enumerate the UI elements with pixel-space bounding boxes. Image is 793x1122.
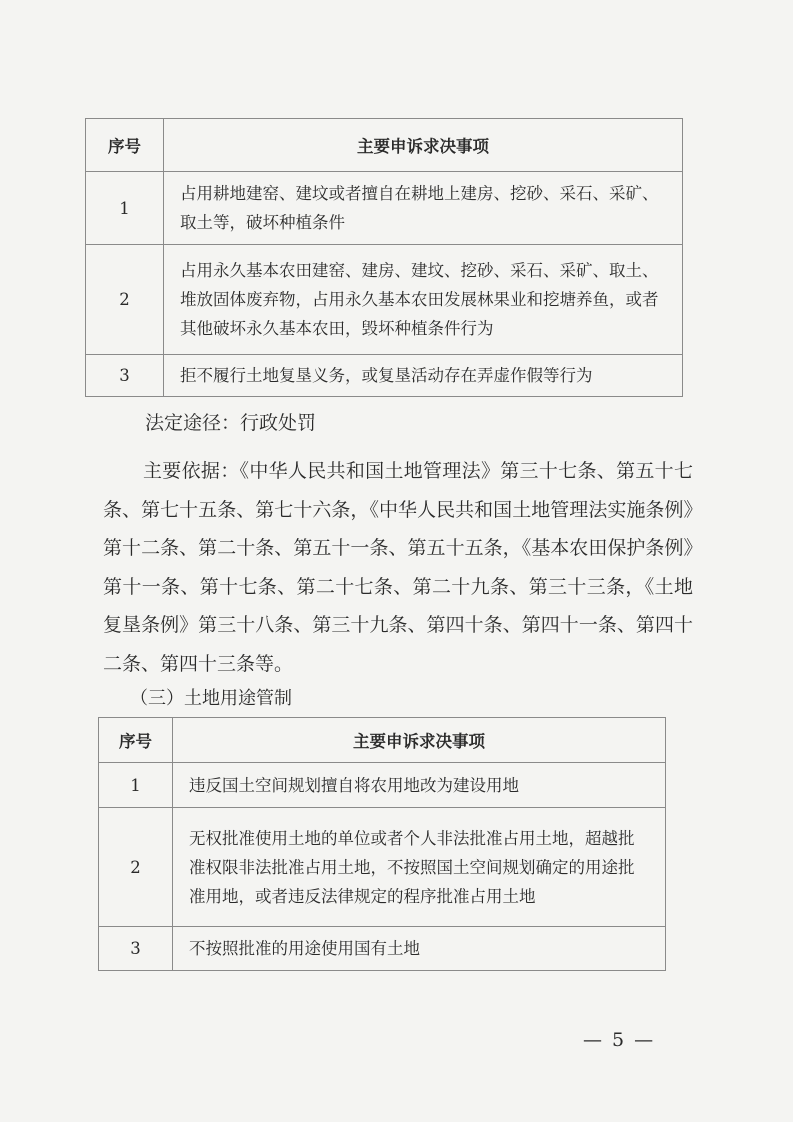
table-row [99,808,666,927]
header-item: 主要申诉求决事项 [164,119,683,172]
header-item: 主要申诉求决事项 [173,718,666,763]
row-seq: 1 [86,172,164,245]
header-seq: 序号 [86,119,164,172]
complaint-table-2 [98,717,666,971]
table-row [86,355,683,397]
row-item: 占用耕地建窑、建坟或者擅自在耕地上建房、挖砂、采石、采矿、取土等，破坏种植条件 [164,172,683,245]
row-item: 不按照批准的用途使用国有土地 [173,927,666,971]
table-row [99,927,666,971]
legal-route: 法定途径：行政处罚 [145,412,317,434]
table-row [86,172,683,245]
table-header [86,119,683,172]
row-seq: 3 [86,355,164,397]
table-row [86,245,683,355]
complaint-table-1 [85,118,683,397]
row-item: 违反国土空间规划擅自将农用地改为建设用地 [173,763,666,808]
row-seq: 1 [99,763,173,808]
row-item: 无权批准使用土地的单位或者个人非法批准占用土地，超越批准权限非法批准占用土地，不按照国土空间规划确定的用途批准用地，或者违反法律规定的程序批准占用土地 [173,808,666,927]
header-seq: 序号 [99,718,173,763]
table-row [99,763,666,808]
row-item: 占用永久基本农田建窑、建房、建坟、挖砂、采石、采矿、取土、堆放固体废弃物，占用永久基本农田发展林果业和挖塘养鱼，或者其他破坏永久基本农田，毁坏种植条件行为 [164,245,683,355]
table-header [99,718,666,763]
row-item: 拒不履行土地复垦义务，或复垦活动存在弄虚作假等行为 [164,355,683,397]
page-number: — 5 — [583,1029,656,1051]
row-seq: 2 [86,245,164,355]
row-seq: 2 [99,808,173,927]
row-seq: 3 [99,927,173,971]
section-heading: （三）土地用途管制 [130,688,292,709]
legal-basis: 主要依据：《中华人民共和国土地管理法》第三十七条、第五十七条、第七十五条、第七十六条，《中华人民共和国土地管理法实施条例》第十二条、第二十条、第五十一条、第五十五条，《基本农田保护条例》第十一条、第十七条、第二十七条、第二十九条、第三十三条，《土地复垦条例》第三十八条、第三十九条、第四十条、第四十一条、第四十二条、第四十三条等。 [103,460,693,675]
